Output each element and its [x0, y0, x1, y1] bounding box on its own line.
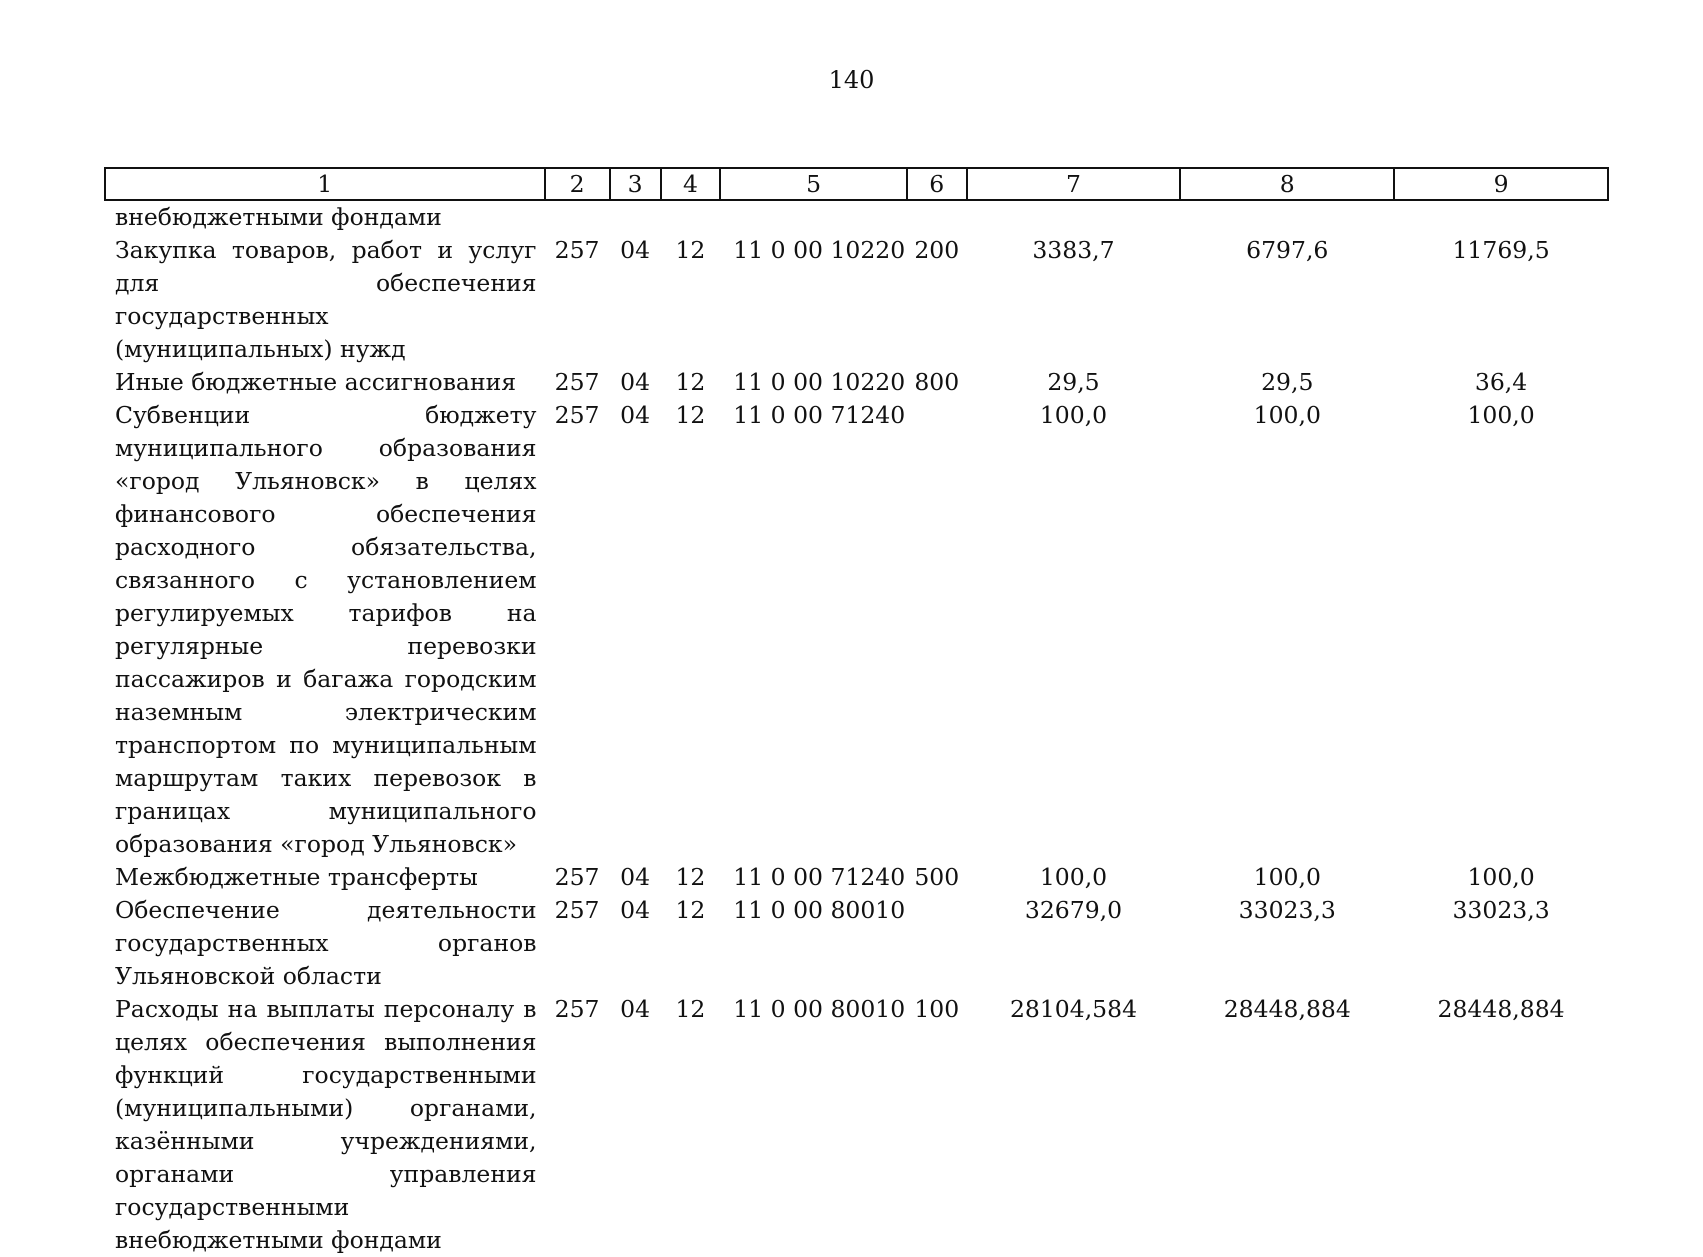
row-cell-8: 29,5	[1261, 368, 1314, 396]
row-cell-8	[1180, 200, 1394, 234]
row-cell-7	[967, 200, 1181, 234]
row-cell-6: 200	[914, 236, 960, 264]
row-cell-6: 800	[914, 368, 960, 396]
row-cell-9: 100,0	[1467, 401, 1535, 429]
row-cell-6: 500	[914, 863, 960, 891]
table-row	[105, 399, 1608, 861]
row-cell-2: 257	[554, 368, 600, 396]
row-cell-9: 28448,884	[1437, 995, 1565, 1023]
table-row	[105, 366, 1608, 399]
row-cell-6	[907, 399, 967, 861]
row-cell-2: 257	[554, 236, 600, 264]
row-cell-5: 11 0 00 80010	[733, 995, 906, 1023]
budget-table	[104, 167, 1609, 1257]
row-cell-7: 100,0	[1039, 863, 1108, 891]
row-cell-2	[545, 200, 610, 234]
row-cell-8: 100,0	[1253, 401, 1321, 429]
row-cell-6	[907, 200, 967, 234]
row-cell-2: 257	[554, 401, 600, 429]
row-cell-3: 04	[620, 896, 651, 924]
row-cell-7: 32679,0	[1024, 896, 1123, 924]
row-cell-4: 12	[675, 995, 706, 1023]
row-cell-3	[610, 200, 661, 234]
row-cell-3: 04	[620, 401, 651, 429]
row-cell-9: 100,0	[1467, 863, 1535, 891]
row-cell-5: 11 0 00 80010	[733, 896, 906, 924]
row-cell-5: 11 0 00 71240	[733, 863, 906, 891]
row-cell-4	[661, 200, 721, 234]
header-cell-5: 5	[720, 168, 907, 200]
row-cell-3: 04	[620, 368, 651, 396]
header-cell-3: 3	[610, 168, 661, 200]
row-cell-4: 12	[675, 236, 706, 264]
row-cell-9	[1394, 200, 1608, 234]
row-cell-2: 257	[554, 995, 600, 1023]
row-cell-3: 04	[620, 863, 651, 891]
table-row	[105, 894, 1608, 993]
row-cell-5: 11 0 00 10220	[733, 368, 906, 396]
header-cell-1: 1	[105, 168, 545, 200]
row-cell-2: 257	[554, 863, 600, 891]
row-cell-8: 6797,6	[1246, 236, 1329, 264]
row-cell-9: 11769,5	[1452, 236, 1550, 264]
table-row	[105, 861, 1608, 894]
row-cell-3: 04	[620, 236, 651, 264]
row-cell-7: 29,5	[1047, 368, 1100, 396]
header-cell-9: 9	[1394, 168, 1608, 200]
row-cell-4: 12	[675, 401, 706, 429]
header-cell-8: 8	[1180, 168, 1394, 200]
row-cell-4: 12	[675, 896, 706, 924]
row-cell-8: 33023,3	[1238, 896, 1336, 924]
row-name-cell: Закупка товаров, работ и услуг для обеспечения государственных (муниципальных) нужд	[115, 236, 537, 363]
table-row	[105, 200, 1608, 234]
row-cell-6: 100	[914, 995, 960, 1023]
row-cell-3: 04	[620, 995, 651, 1023]
header-cell-2: 2	[545, 168, 610, 200]
row-cell-7: 28104,584	[1009, 995, 1138, 1023]
row-name-cell: внебюджетными фондами	[115, 203, 442, 231]
row-cell-6	[907, 894, 967, 993]
row-cell-5	[720, 200, 907, 234]
table-header-row	[105, 168, 1608, 200]
row-name-cell: Субвенции бюджету муниципального образования «город Ульяновск» в целях финансового обеспечения расходного обязательства, связанного с установлением регулируемых тарифов на регулярные перевозки пассажиров и багажа городским наземным электрическим транспортом по муниципальным маршрутам таких перевозок в границах муниципального образования «город Ульяновск»	[115, 401, 537, 858]
row-name-cell: Расходы на выплаты персоналу в целях обеспечения выполнения функций государственными (муниципальными) органами, казёнными учреждениями, органами управления государственными внебюджетными фондами	[115, 995, 537, 1254]
row-cell-4: 12	[675, 863, 706, 891]
row-cell-9: 33023,3	[1452, 896, 1550, 924]
page-number: 140	[828, 66, 875, 94]
row-name-cell: Обеспечение деятельности государственных органов Ульяновской области	[115, 896, 537, 990]
header-cell-4: 4	[661, 168, 721, 200]
row-cell-9: 36,4	[1474, 368, 1528, 396]
table-row	[105, 993, 1608, 1257]
table-row	[105, 234, 1608, 366]
row-cell-4: 12	[675, 368, 706, 396]
row-name-cell: Иные бюджетные ассигнования	[115, 368, 517, 396]
row-cell-5: 11 0 00 10220	[733, 236, 906, 264]
header-cell-7: 7	[967, 168, 1181, 200]
header-cell-6: 6	[907, 168, 967, 200]
row-cell-2: 257	[554, 896, 600, 924]
row-cell-8: 28448,884	[1223, 995, 1351, 1023]
row-cell-7: 3383,7	[1032, 236, 1115, 264]
row-cell-8: 100,0	[1253, 863, 1321, 891]
row-cell-7: 100,0	[1039, 401, 1108, 429]
row-name-cell: Межбюджетные трансферты	[115, 863, 478, 891]
row-cell-5: 11 0 00 71240	[733, 401, 906, 429]
